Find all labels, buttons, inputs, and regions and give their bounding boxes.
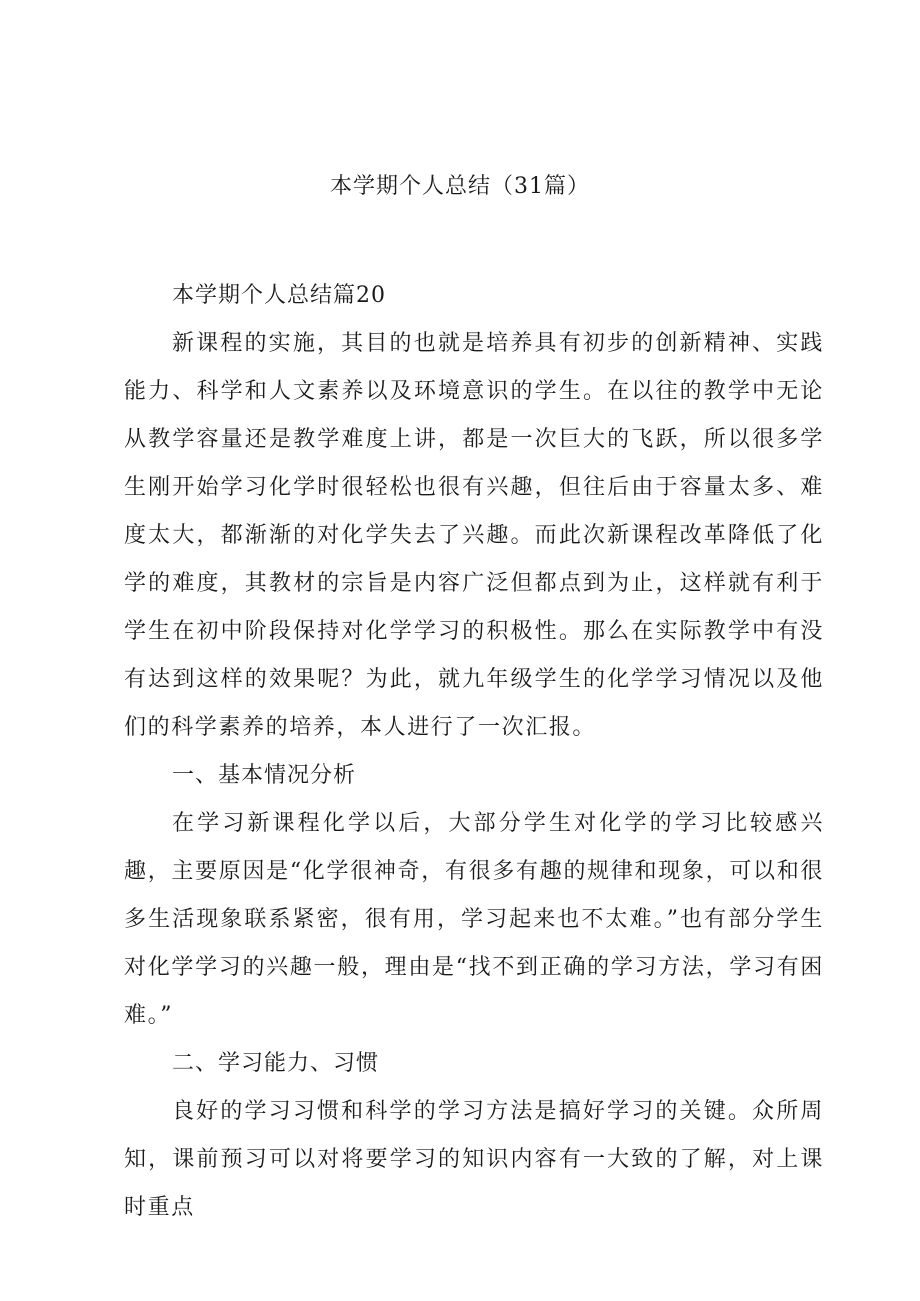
document-body — [124, 272, 824, 1232]
document-title: 本学期个人总结（31篇） — [330, 174, 590, 199]
section-heading-basic-analysis: 一、基本情况分析 — [172, 763, 357, 788]
paragraph-habits: 良好的学习习惯和科学的学习方法是搞好学习的关键。众所周知，课前预习可以对将要学习的知识内容有一大致的了解，对上课时重点 — [124, 1099, 824, 1220]
paragraph-interest: 在学习新课程化学以后，大部分学生对化学的学习比较感兴趣，主要原因是“化学很神奇，有很多有趣的规律和现象，可以和很多生活现象联系紧密，很有用，学习起来也不太难。”也有部分学生对化学学习的兴趣一般，理由是“找不到正确的学习方法，学习有困难。” — [124, 811, 824, 1028]
section-heading-learning-habits: 二、学习能力、习惯 — [172, 1051, 380, 1076]
section-heading-article: 本学期个人总结篇20 — [172, 283, 386, 308]
paragraph-intro: 新课程的实施，其目的也就是培养具有初步的创新精神、实践能力、科学和人文素养以及环境意识的学生。在以往的教学中无论从教学容量还是教学难度上讲，都是一次巨大的飞跃，所以很多学生刚开始学习化学时很轻松也很有兴趣，但往后由于容量太多、难度太大，都渐渐的对化学失去了兴趣。而此次新课程改革降低了化学的难度，其教材的宗旨是内容广泛但都点到为止，这样就有利于学生在初中阶段保持对化学学习的积极性。那么在实际教学中有没有达到这样的效果呢？为此，就九年级学生的化学学习情况以及他们的科学素养的培养，本人进行了一次汇报。 — [124, 331, 824, 740]
